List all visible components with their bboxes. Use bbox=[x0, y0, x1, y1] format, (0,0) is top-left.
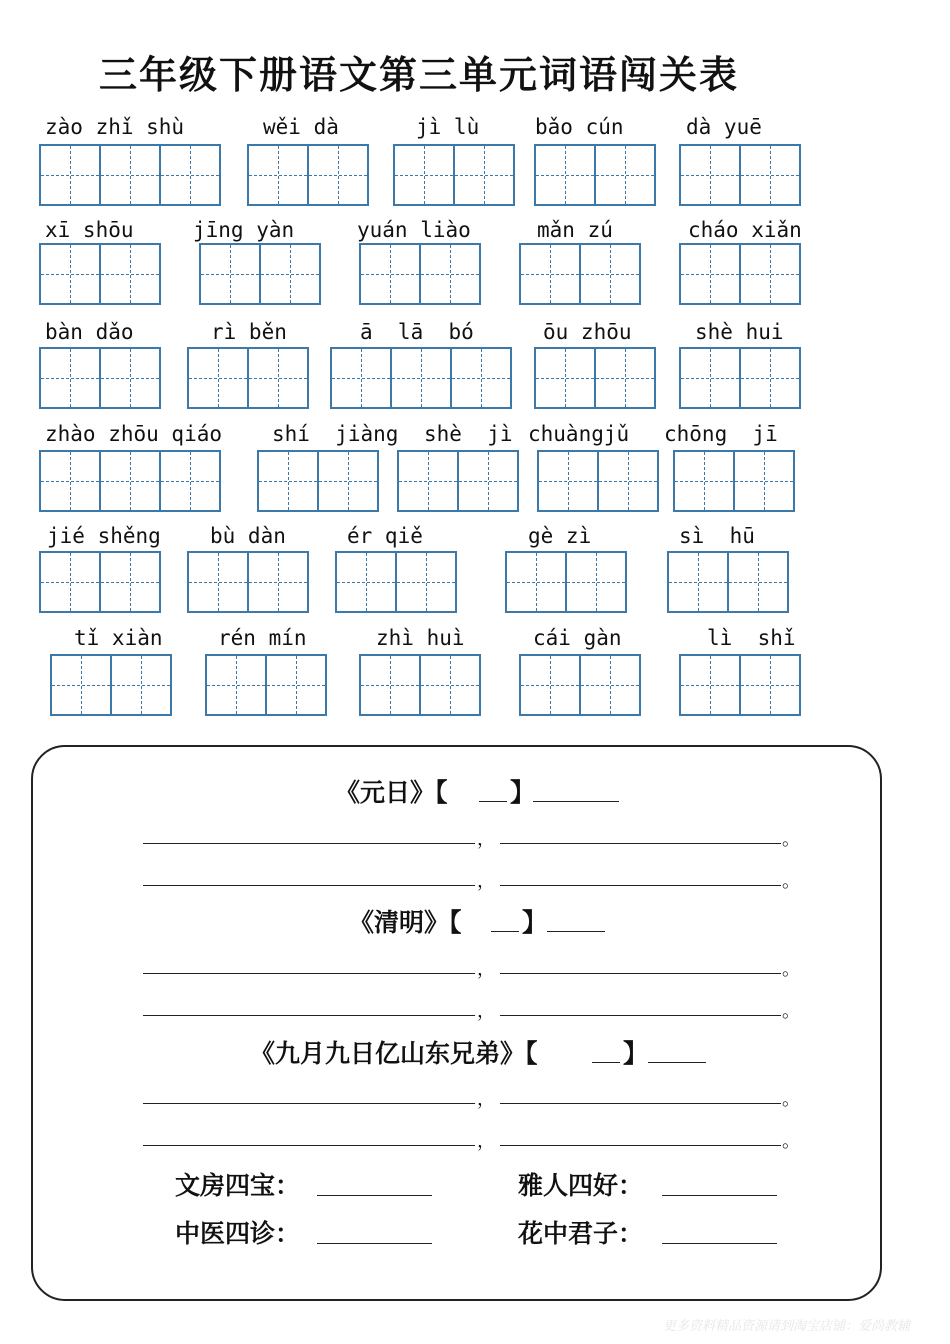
tianzige-cell[interactable] bbox=[457, 450, 519, 512]
tianzige-grid bbox=[679, 347, 801, 409]
poem-line-blank-first[interactable] bbox=[143, 1103, 475, 1104]
poem-dynasty-blank[interactable] bbox=[648, 1062, 706, 1063]
pinyin-label: ā lā bó bbox=[360, 320, 474, 344]
pinyin-label: zhì huì bbox=[376, 626, 465, 650]
poem-title-bracket-close: 】 bbox=[522, 908, 548, 937]
poem-title: 《九月九日亿山东兄弟》【 bbox=[250, 1039, 538, 1068]
tianzige-cell[interactable] bbox=[307, 144, 369, 206]
tianzige-cell[interactable] bbox=[519, 243, 581, 305]
tianzige-cell[interactable] bbox=[359, 654, 421, 716]
tianzige-cell[interactable] bbox=[39, 450, 101, 512]
tianzige-cell[interactable] bbox=[679, 243, 741, 305]
tianzige-cell[interactable] bbox=[335, 551, 397, 613]
tianzige-cell[interactable] bbox=[159, 450, 221, 512]
poem-line-blank-second[interactable] bbox=[500, 1015, 781, 1016]
tianzige-cell[interactable] bbox=[534, 144, 596, 206]
tianzige-grid bbox=[393, 144, 515, 206]
poem-line-blank-second[interactable] bbox=[500, 885, 781, 886]
idiom-label-huazhong: 花中君子： bbox=[518, 1219, 644, 1248]
watermark: 更多资料精品资源请到淘宝店铺：爱尚教辅 bbox=[662, 1319, 910, 1334]
tianzige-cell[interactable] bbox=[505, 551, 567, 613]
poem-dynasty-blank[interactable] bbox=[547, 931, 605, 932]
period-mark: 。 bbox=[782, 871, 800, 892]
pinyin-label: shè hui bbox=[695, 320, 784, 344]
period-mark: 。 bbox=[782, 1001, 800, 1022]
tianzige-cell[interactable] bbox=[99, 144, 161, 206]
comma-mark: ， bbox=[477, 959, 495, 980]
poem-line-blank-first[interactable] bbox=[143, 1145, 475, 1146]
pinyin-label: zhào zhōu qiáo bbox=[45, 422, 223, 446]
tianzige-cell[interactable] bbox=[594, 144, 656, 206]
tianzige-cell[interactable] bbox=[50, 654, 112, 716]
poem-line-blank-second[interactable] bbox=[500, 1145, 781, 1146]
tianzige-grid bbox=[39, 450, 221, 512]
pinyin-label: bù dàn bbox=[210, 524, 286, 548]
tianzige-cell[interactable] bbox=[247, 144, 309, 206]
pinyin-label: rì běn bbox=[211, 320, 287, 344]
tianzige-grid bbox=[519, 654, 641, 716]
tianzige-grid bbox=[679, 654, 801, 716]
tianzige-grid bbox=[247, 144, 369, 206]
tianzige-cell[interactable] bbox=[187, 551, 249, 613]
tianzige-cell[interactable] bbox=[247, 551, 309, 613]
idiom-label-yaren: 雅人四好： bbox=[518, 1171, 644, 1200]
pinyin-label: shè jì bbox=[424, 422, 513, 446]
period-mark: 。 bbox=[782, 1131, 800, 1152]
comma-mark: ， bbox=[477, 1089, 495, 1110]
pinyin-label: tǐ xiàn bbox=[74, 626, 163, 650]
page-title: 三年级下册语文第三单元词语闯关表 bbox=[98, 52, 739, 97]
poem-line-blank-second[interactable] bbox=[500, 1103, 781, 1104]
tianzige-cell[interactable] bbox=[733, 450, 795, 512]
tianzige-cell[interactable] bbox=[265, 654, 327, 716]
tianzige-grid bbox=[257, 450, 379, 512]
pinyin-label: shí jiàng bbox=[272, 422, 399, 446]
tianzige-cell[interactable] bbox=[579, 654, 641, 716]
tianzige-grid bbox=[667, 551, 789, 613]
tianzige-grid bbox=[679, 144, 801, 206]
tianzige-cell[interactable] bbox=[99, 551, 161, 613]
tianzige-cell[interactable] bbox=[330, 347, 392, 409]
tianzige-cell[interactable] bbox=[679, 347, 741, 409]
tianzige-cell[interactable] bbox=[519, 654, 581, 716]
period-mark: 。 bbox=[782, 1089, 800, 1110]
tianzige-cell[interactable] bbox=[259, 243, 321, 305]
pinyin-label: mǎn zú bbox=[537, 218, 613, 242]
pinyin-label: ōu zhōu bbox=[543, 320, 632, 344]
tianzige-cell[interactable] bbox=[205, 654, 267, 716]
tianzige-grid bbox=[397, 450, 519, 512]
pinyin-label: dà yuē bbox=[686, 115, 762, 139]
pinyin-label: cháo xiǎn bbox=[688, 218, 802, 242]
tianzige-cell[interactable] bbox=[537, 450, 599, 512]
pinyin-label: cái gàn bbox=[533, 626, 622, 650]
pinyin-label: lì shǐ bbox=[707, 626, 796, 650]
tianzige-grid bbox=[330, 347, 512, 409]
tianzige-cell[interactable] bbox=[739, 243, 801, 305]
tianzige-cell[interactable] bbox=[99, 347, 161, 409]
pinyin-label: xī shōu bbox=[45, 218, 134, 242]
tianzige-cell[interactable] bbox=[257, 450, 319, 512]
pinyin-label: jì lù bbox=[416, 115, 480, 139]
tianzige-cell[interactable] bbox=[739, 144, 801, 206]
tianzige-cell[interactable] bbox=[397, 450, 459, 512]
tianzige-cell[interactable] bbox=[393, 144, 455, 206]
tianzige-cell[interactable] bbox=[597, 450, 659, 512]
poem-author-blank[interactable] bbox=[479, 801, 507, 802]
pinyin-label: yuán liào bbox=[357, 218, 471, 242]
poem-title-bracket-close: 】 bbox=[623, 1039, 649, 1068]
tianzige-cell[interactable] bbox=[579, 243, 641, 305]
pinyin-label: jié shěng bbox=[47, 524, 161, 548]
poem-title: 《清明》【 bbox=[349, 908, 462, 937]
poem-title-bracket-close: 】 bbox=[510, 778, 536, 807]
tianzige-cell[interactable] bbox=[667, 551, 729, 613]
tianzige-cell[interactable] bbox=[565, 551, 627, 613]
poem-line-blank-first[interactable] bbox=[143, 973, 475, 974]
tianzige-cell[interactable] bbox=[199, 243, 261, 305]
idiom-blank-huazhong[interactable] bbox=[662, 1243, 777, 1244]
poem-author-blank[interactable] bbox=[592, 1062, 620, 1063]
pinyin-label: zào zhǐ shù bbox=[45, 115, 185, 139]
tianzige-grid bbox=[39, 347, 161, 409]
tianzige-cell[interactable] bbox=[39, 144, 101, 206]
pinyin-label: chuàngjǔ bbox=[528, 422, 630, 446]
tianzige-grid bbox=[505, 551, 627, 613]
pinyin-label: bǎo cún bbox=[535, 115, 624, 139]
idiom-blank-zhongyi[interactable] bbox=[317, 1243, 432, 1244]
tianzige-cell[interactable] bbox=[739, 347, 801, 409]
tianzige-cell[interactable] bbox=[419, 243, 481, 305]
tianzige-cell[interactable] bbox=[679, 144, 741, 206]
tianzige-grid bbox=[679, 243, 801, 305]
tianzige-grid bbox=[50, 654, 172, 716]
pinyin-label: wěi dà bbox=[263, 115, 339, 139]
tianzige-grid bbox=[187, 551, 309, 613]
period-mark: 。 bbox=[782, 959, 800, 980]
tianzige-cell[interactable] bbox=[534, 347, 596, 409]
comma-mark: ， bbox=[477, 871, 495, 892]
idiom-blank-wenfang[interactable] bbox=[317, 1195, 432, 1196]
tianzige-cell[interactable] bbox=[679, 654, 741, 716]
poem-title: 《元日》【 bbox=[335, 778, 448, 807]
idiom-label-wenfang: 文房四宝： bbox=[175, 1171, 301, 1200]
tianzige-cell[interactable] bbox=[110, 654, 172, 716]
tianzige-grid bbox=[39, 243, 161, 305]
tianzige-cell[interactable] bbox=[419, 654, 481, 716]
poem-line-blank-first[interactable] bbox=[143, 1015, 475, 1016]
tianzige-grid bbox=[205, 654, 327, 716]
tianzige-cell[interactable] bbox=[727, 551, 789, 613]
tianzige-cell[interactable] bbox=[359, 243, 421, 305]
poem-line-blank-second[interactable] bbox=[500, 843, 781, 844]
tianzige-cell[interactable] bbox=[673, 450, 735, 512]
tianzige-cell[interactable] bbox=[39, 551, 101, 613]
tianzige-grid bbox=[673, 450, 795, 512]
poem-panel bbox=[31, 745, 882, 1301]
comma-mark: ， bbox=[477, 829, 495, 850]
tianzige-grid bbox=[534, 347, 656, 409]
poem-line-blank-first[interactable] bbox=[143, 885, 475, 886]
tianzige-grid bbox=[39, 144, 221, 206]
tianzige-cell[interactable] bbox=[317, 450, 379, 512]
poem-dynasty-blank[interactable] bbox=[533, 801, 619, 802]
tianzige-grid bbox=[519, 243, 641, 305]
tianzige-grid bbox=[359, 243, 481, 305]
tianzige-grid bbox=[187, 347, 309, 409]
tianzige-grid bbox=[335, 551, 457, 613]
tianzige-cell[interactable] bbox=[39, 347, 101, 409]
idiom-label-zhongyi: 中医四诊： bbox=[175, 1219, 301, 1248]
poem-line-blank-second[interactable] bbox=[500, 973, 781, 974]
comma-mark: ， bbox=[477, 1131, 495, 1152]
tianzige-cell[interactable] bbox=[594, 347, 656, 409]
pinyin-label: bàn dǎo bbox=[45, 320, 134, 344]
pinyin-label: chōng jī bbox=[664, 422, 778, 446]
tianzige-grid bbox=[534, 144, 656, 206]
tianzige-grid bbox=[359, 654, 481, 716]
tianzige-grid bbox=[39, 551, 161, 613]
tianzige-cell[interactable] bbox=[159, 144, 221, 206]
tianzige-cell[interactable] bbox=[390, 347, 452, 409]
pinyin-label: gè zì bbox=[528, 524, 592, 548]
idiom-blank-yaren[interactable] bbox=[662, 1195, 777, 1196]
pinyin-label: ér qiě bbox=[347, 524, 423, 548]
tianzige-grid bbox=[537, 450, 659, 512]
tianzige-cell[interactable] bbox=[450, 347, 512, 409]
tianzige-cell[interactable] bbox=[453, 144, 515, 206]
tianzige-cell[interactable] bbox=[99, 243, 161, 305]
pinyin-label: rén mín bbox=[218, 626, 307, 650]
tianzige-cell[interactable] bbox=[187, 347, 249, 409]
comma-mark: ， bbox=[477, 1001, 495, 1022]
pinyin-label: sì hū bbox=[679, 524, 755, 548]
tianzige-cell[interactable] bbox=[739, 654, 801, 716]
tianzige-cell[interactable] bbox=[395, 551, 457, 613]
tianzige-grid bbox=[199, 243, 321, 305]
tianzige-cell[interactable] bbox=[247, 347, 309, 409]
poem-line-blank-first[interactable] bbox=[143, 843, 475, 844]
period-mark: 。 bbox=[782, 829, 800, 850]
tianzige-cell[interactable] bbox=[39, 243, 101, 305]
pinyin-label: jīng yàn bbox=[193, 218, 295, 242]
tianzige-cell[interactable] bbox=[99, 450, 161, 512]
poem-author-blank[interactable] bbox=[491, 931, 519, 932]
